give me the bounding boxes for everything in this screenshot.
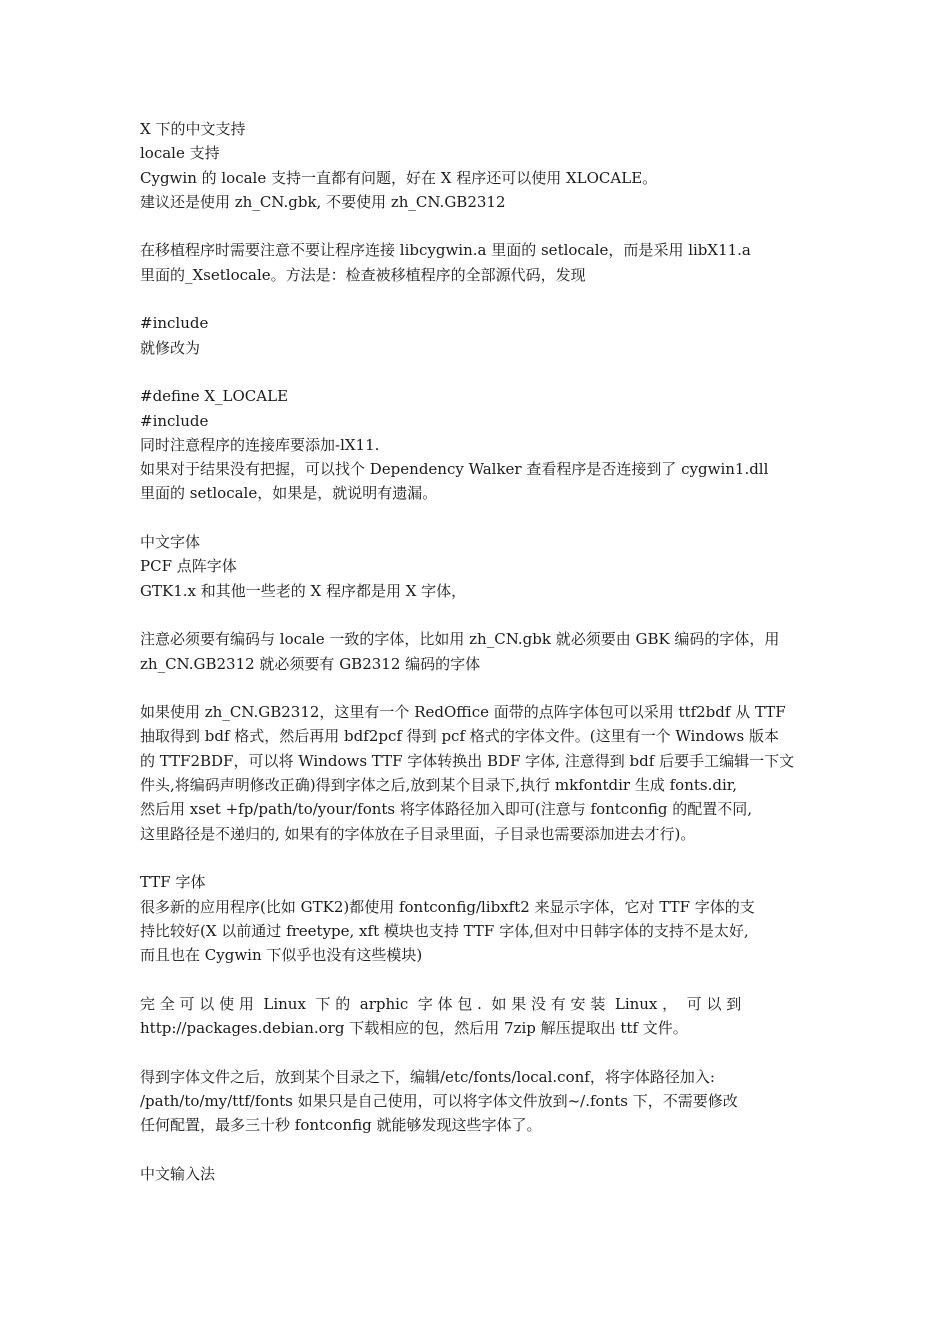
blank-line <box>140 287 812 311</box>
text-line: 里面的_Xsetlocale。方法是：检查被移植程序的全部源代码，发现 <box>140 265 586 284</box>
text-line: 很多新的应用程序(比如 GTK2)都使用 fontconfig/libxft2 来显示字体，它对 TTF 字体的支 <box>140 897 755 916</box>
blank-line <box>140 603 812 627</box>
text-line: 件头,将编码声明修改正确)得到字体之后,放到某个目录下,执行 mkfontdir 生成 fonts.dir, <box>140 776 738 795</box>
text-line: 得到字体文件之后，放到某个目录之下，编辑/etc/fonts/local.conf，将字体路径加入: <box>140 1067 715 1086</box>
code-line: #include <box>140 411 209 430</box>
document-title: X 下的中文支持 <box>140 120 246 138</box>
text-line: Cygwin 的 locale 支持一直都有问题，好在 X 程序还可以使用 XLOCALE。 <box>140 168 658 187</box>
text-line: 抽取得到 bdf 格式，然后再用 bdf2pcf 得到 pcf 格式的字体文件。(这里有一个 Windows 版本 <box>140 727 779 746</box>
text-line: 的 TTF2BDF，可以将 Windows TTF 字体转换出 BDF 字体, 注意得到 bdf 后要手工编辑一下文 <box>140 751 795 770</box>
text-line: 同时注意程序的连接库要添加-lX11. <box>140 435 380 454</box>
blank-line <box>140 506 812 530</box>
blank-line <box>140 1137 812 1161</box>
section-heading-input-method: 中文输入法 <box>140 1164 216 1183</box>
text-line: 而且也在 Cygwin 下似乎也没有这些模块) <box>140 946 423 965</box>
text-line: 这里路径是不递归的, 如果有的字体放在子目录里面，子目录也需要添加进去才行)。 <box>140 824 696 843</box>
text-line: /path/to/my/ttf/fonts 如果只是自己使用，可以将字体文件放到~/.fonts 下，不需要修改 <box>140 1091 738 1110</box>
blank-line <box>140 676 812 700</box>
text-line: 如果对于结果没有把握，可以找个 Dependency Walker 查看程序是否连接到了 cygwin1.dll <box>140 460 769 479</box>
text-line: 任何配置，最多三十秒 fontconfig 就能够发现这些字体了。 <box>140 1116 542 1135</box>
text-line: 就修改为 <box>140 338 201 357</box>
text-line: 注意必须要有编码与 locale 一致的字体，比如用 zh_CN.gbk 就必须要由 GBK 编码的字体，用 <box>140 630 780 649</box>
section-heading-locale: locale 支持 <box>140 144 220 163</box>
document-body <box>140 117 812 1186</box>
blank-line <box>140 1040 812 1064</box>
section-heading-pcf-fonts: PCF 点阵字体 <box>140 557 237 576</box>
text-line: 持比较好(X 以前通过 freetype, xft 模块也支持 TTF 字体,但对中日韩字体的支持不是太好, <box>140 921 749 940</box>
text-line: 里面的 setlocale，如果是，就说明有遗漏。 <box>140 484 438 503</box>
text-line: zh_CN.GB2312 就必须要有 GB2312 编码的字体 <box>140 654 481 673</box>
text-line: 在移植程序时需要注意不要让程序连接 libcygwin.a 里面的 setlocale，而是采用 libX11.a <box>140 241 751 260</box>
code-line: #define X_LOCALE <box>140 387 289 406</box>
blank-line <box>140 846 812 870</box>
text-line: 如果使用 zh_CN.GB2312，这里有一个 RedOffice 面带的点阵字体包可以采用 ttf2bdf 从 TTF <box>140 703 786 722</box>
text-line: 然后用 xset +fp/path/to/your/fonts 将字体路径加入即可(注意与 fontconfig 的配置不同, <box>140 800 753 819</box>
text-line: 建议还是使用 zh_CN.gbk, 不要使用 zh_CN.GB2312 <box>140 192 506 211</box>
text-line: 完 全 可 以 使 用 Linux 下 的 arphic 字 体 包 . 如 果 没 有 安 装 Linux ， 可 以 到 <box>140 994 742 1013</box>
code-line: #include <box>140 314 209 333</box>
blank-line <box>140 967 812 991</box>
text-line: http://packages.debian.org 下载相应的包，然后用 7zip 解压提取出 ttf 文件。 <box>140 1018 688 1037</box>
text-line: GTK1.x 和其他一些老的 X 程序都是用 X 字体， <box>140 581 467 600</box>
section-heading-chinese-fonts: 中文字体 <box>140 533 201 552</box>
blank-line <box>140 360 812 384</box>
section-heading-ttf-fonts: TTF 字体 <box>140 873 206 892</box>
blank-line <box>140 214 812 238</box>
